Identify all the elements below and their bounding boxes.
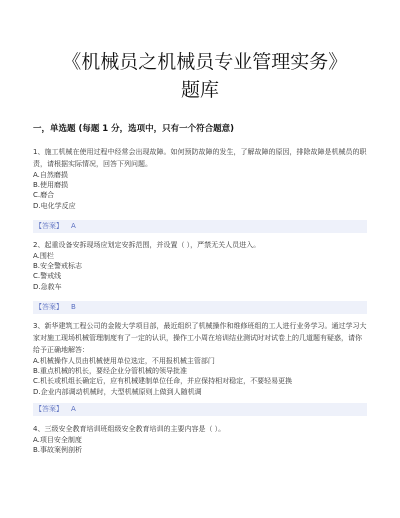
option-a: A.围栏 (33, 252, 54, 260)
option-d: D.急救车 (33, 282, 62, 291)
option-list (33, 435, 367, 455)
answer-label: 【答案】 (35, 303, 63, 311)
option-d: D.企业内部调动机械时，大型机械原则上做到人随机调 (33, 387, 202, 396)
option-b: B.事故案例剖析 (33, 446, 83, 455)
question-stem: 3、新华建筑工程公司的金陵大学项目部，最近组织了机械操作和维修班组的工人进行业务学习。通过学习大家对施工现场机械管理制度有了一定的认识，操作工小周在培训结业测试时对试卷上的几道题有疑惑，请你给予正确地解答： (33, 322, 367, 354)
question-stem: 1、施工机械在使用过程中经常会出现故障。如何预防故障的发生，了解故障的原因，排除故障是机械员的职责，请根据实际情况，回答下列问题。 (33, 148, 367, 168)
answer-value: A (71, 222, 76, 230)
option-list (33, 170, 367, 211)
answer-label: 【答案】 (35, 405, 63, 413)
section-heading: 一，单选题 (每题 1 分，选项中，只有一个符合题意) (33, 124, 235, 134)
answer-bar (33, 301, 367, 314)
option-list (33, 251, 367, 292)
option-a: A.机械操作人员由机械使用单位选定，不用报机械主管部门 (33, 357, 215, 365)
option-d: D.电化学反应 (33, 201, 76, 210)
question-stem: 4、三级安全教育培训班组级安全教育培训的主要内容是（ ）。 (33, 425, 226, 433)
answer-label: 【答案】 (35, 222, 63, 230)
option-list (33, 356, 367, 397)
option-c: C.磨合 (33, 191, 55, 200)
option-b: B.重点机械的机长，要经企业分管机械的领导批准 (33, 367, 188, 376)
answer-value: A (71, 405, 76, 413)
option-c: C.警戒线 (33, 272, 62, 281)
option-c: C.机长或机组长确定后，应有机械建制单位任命，并应保持相对稳定，不要轻易更换 (33, 377, 293, 386)
option-a: A.项目安全制度 (33, 436, 82, 444)
answer-bar (33, 220, 367, 233)
question-1 (33, 146, 367, 211)
answer-bar (33, 403, 367, 416)
question-3 (33, 320, 367, 397)
option-b: B.安全警戒标志 (33, 262, 83, 271)
question-stem: 2、起重设备安拆现场应划定安拆范围，并设置（ ），严禁无关人员进入。 (33, 241, 261, 249)
option-a: A.自然磨损 (33, 171, 68, 179)
answer-value: B (71, 303, 76, 311)
option-b: B.使用磨损 (33, 181, 69, 190)
document-title: 《机械员之机械员专业管理实务》题库 (62, 51, 338, 101)
question-4 (33, 423, 367, 455)
question-2 (33, 239, 367, 292)
